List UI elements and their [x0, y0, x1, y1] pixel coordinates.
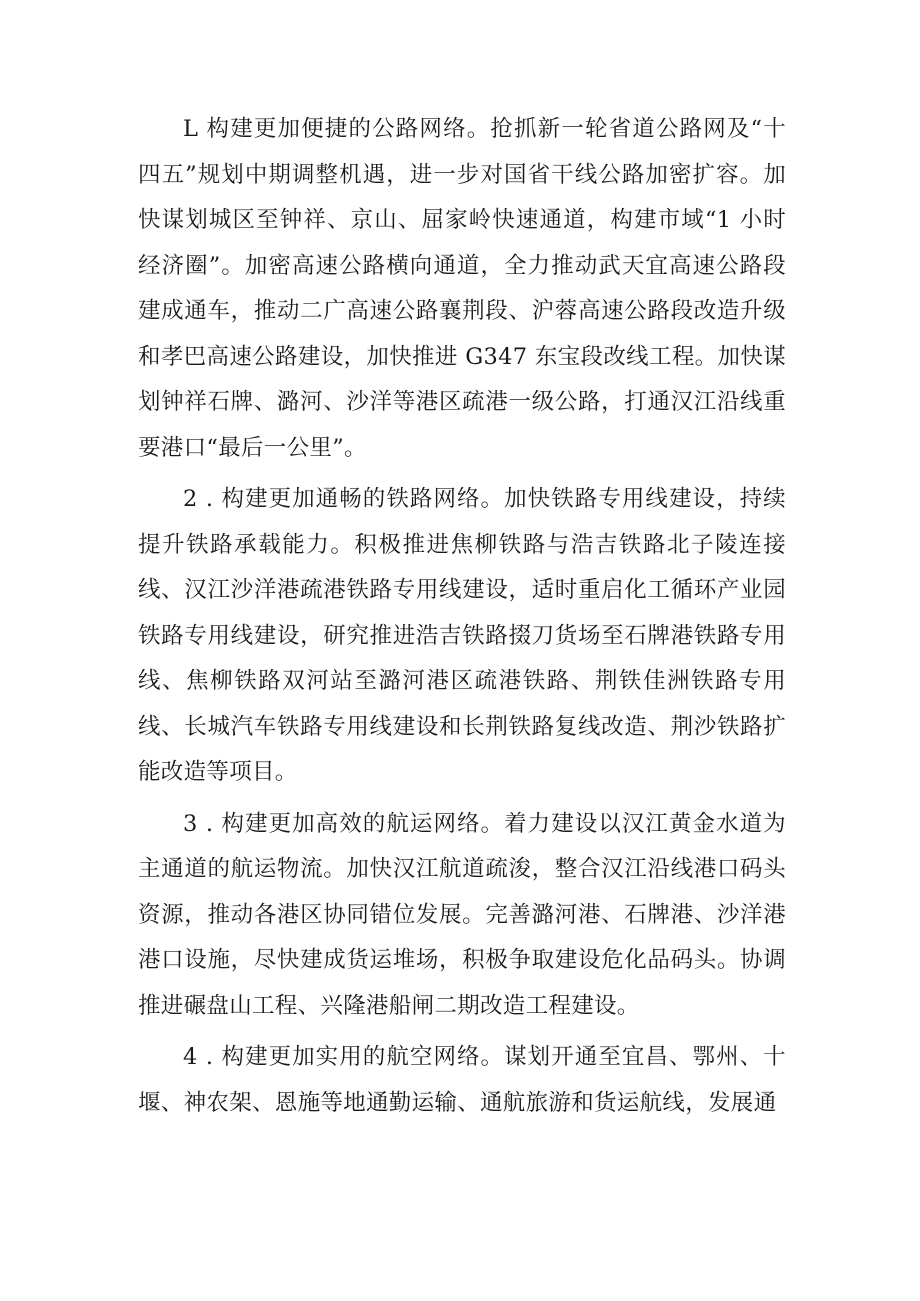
paragraph-aviation-network: 4 . 构建更加实用的航空网络。谋划开通至宜昌、鄂州、十堰、神农架、恩施等地通勤运输、通航旅游和货运航线，发展通 — [138, 1044, 786, 1116]
paragraph-railway-network: 2 . 构建更加通畅的铁路网络。加快铁路专用线建设，持续提升铁路承载能力。积极推进焦柳铁路与浩吉铁路北子陵连接线、汉江沙洋港疏港铁路专用线建设，适时重启化工循环产业园铁路专用线建设，研究推进浩吉铁路掇刀货场至石牌港铁路专用线、焦柳铁路双河站至潞河港区疏港铁路、荆铁佳洲铁路专用线、长城汽车铁路专用线建设和长荆铁路复线改造、荆沙铁路扩能改造等项目。 — [138, 486, 786, 785]
document-body — [138, 107, 786, 1132]
paragraph-shipping-network: 3 . 构建更加高效的航运网络。着力建设以汉江黄金水道为主通道的航运物流。加快汉江航道疏浚，整合汉江沿线港口码头资源，推动各港区协同错位发展。完善潞河港、石牌港、沙洋港港口设施，尽快建成货运堆场，积极争取建设危化品码头。协调推进碾盘山工程、兴隆港船闸二期改造工程建设。 — [138, 810, 786, 1019]
paragraph-highway-network: L 构建更加便捷的公路网络。抢抓新一轮省道公路网及“十四五”规划中期调整机遇，进一步对国省干线公路加密扩容。加快谋划城区至钟祥、京山、屈家岭快速通道，构建市域“1 小时经济圈”。加密高速公路横向通道，全力推动武天宜高速公路段建成通车，推动二广高速公路襄荆段、沪蓉高速公路段改造升级和孝巴高速公路建设，加快推进 G347 东宝段改线工程。加快谋划钟祥石牌、潞河、沙洋等港区疏港一级公路，打通汉江沿线重要港口“最后一公里”。 — [138, 116, 786, 461]
